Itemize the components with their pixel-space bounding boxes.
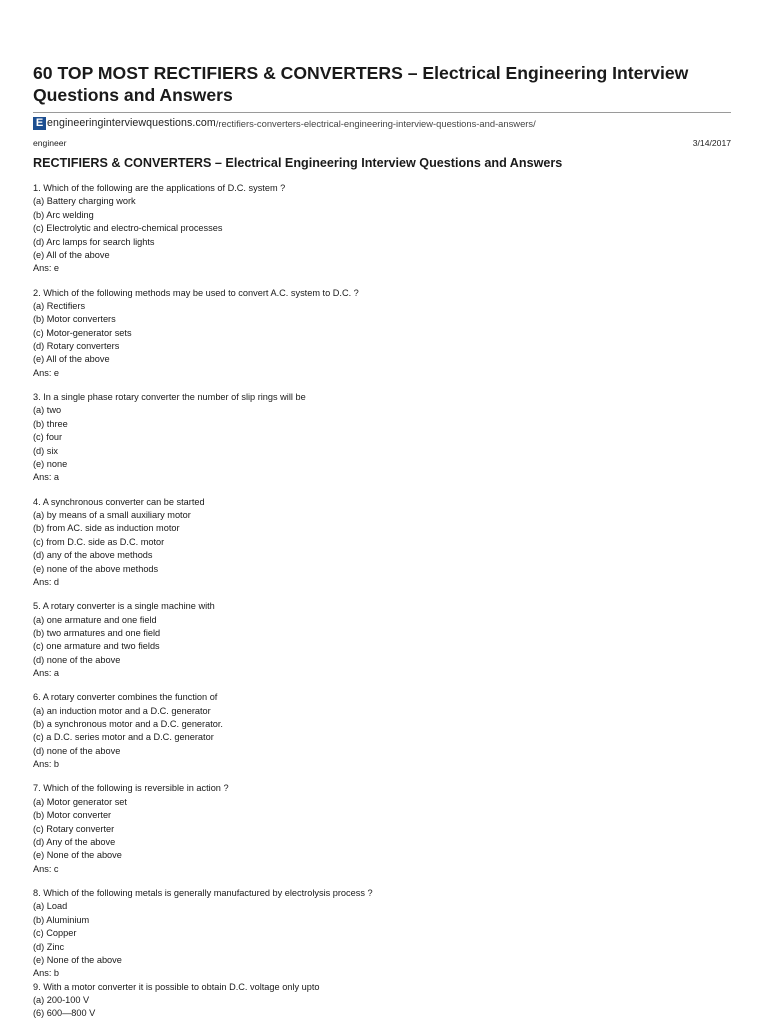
question-block xyxy=(33,782,733,876)
answer-option: (a) Battery charging work xyxy=(33,196,136,207)
answer-option: (e) none xyxy=(33,459,68,470)
question-text: 4. A synchronous converter can be started xyxy=(33,496,205,507)
answer-option: (b) Arc welding xyxy=(33,209,94,220)
answer-option: (b) a synchronous motor and a D.C. generator. xyxy=(33,719,223,730)
answer-option: (a) an induction motor and a D.C. generator xyxy=(33,705,211,716)
question-list xyxy=(33,182,733,1032)
source-path[interactable]: /rectifiers-converters-electrical-engineering-interview-questions-and-answers/ xyxy=(215,117,536,129)
answer-option: (e) None of the above xyxy=(33,850,122,861)
answer-option: (d) any of the above methods xyxy=(33,550,153,561)
title-divider xyxy=(33,112,731,113)
answer-option: (d) Arc lamps for search lights xyxy=(33,236,155,247)
author-label: engineer xyxy=(33,138,67,148)
answer-option: (c) Rotary converter xyxy=(33,823,115,834)
source-line xyxy=(33,116,536,130)
answer-option: (b) three xyxy=(33,418,68,429)
answer-option: (d) Rotary converters xyxy=(33,341,120,352)
question-block xyxy=(33,182,733,276)
source-domain[interactable]: engineeringinterviewquestions.com xyxy=(47,117,216,129)
answer-option: (c) from D.C. side as D.C. motor xyxy=(33,536,165,547)
question-block xyxy=(33,287,733,381)
answer-option: (e) none of the above methods xyxy=(33,563,159,574)
answer-option: (b) two armatures and one field xyxy=(33,627,161,638)
question-block xyxy=(33,981,733,1021)
answer-option: (b) Motor converters xyxy=(33,314,116,325)
answer-option: (c) Electrolytic and electro-chemical processes xyxy=(33,223,223,234)
question-text: 8. Which of the following metals is generally manufactured by electrolysis process ? xyxy=(33,887,373,898)
answer-option: (6) 600—800 V xyxy=(33,1008,96,1019)
answer-key: Ans: e xyxy=(33,367,60,378)
answer-option: (b) Motor converter xyxy=(33,810,112,821)
answer-option: (d) six xyxy=(33,445,59,456)
answer-option: (e) None of the above xyxy=(33,954,122,965)
answer-option: (a) by means of a small auxiliary motor xyxy=(33,509,191,520)
answer-option: (c) one armature and two fields xyxy=(33,641,160,652)
answer-option: (c) a D.C. series motor and a D.C. generator xyxy=(33,732,214,743)
answer-option: (a) one armature and one field xyxy=(33,614,157,625)
answer-key: Ans: b xyxy=(33,968,60,979)
answer-key: Ans: a xyxy=(33,472,60,483)
question-text: 9. With a motor converter it is possible to obtain D.C. voltage only upto xyxy=(33,981,320,992)
answer-option: (a) two xyxy=(33,405,62,416)
site-logo-icon: E xyxy=(33,117,46,130)
answer-key: Ans: a xyxy=(33,668,60,679)
answer-option: (b) Aluminium xyxy=(33,914,90,925)
question-text: 7. Which of the following is reversible in action ? xyxy=(33,783,229,794)
question-text: 2. Which of the following methods may be used to convert A.C. system to D.C. ? xyxy=(33,287,359,298)
answer-key: Ans: d xyxy=(33,576,60,587)
answer-option: (d) Zinc xyxy=(33,941,65,952)
answer-option: (a) Load xyxy=(33,901,68,912)
answer-option: (d) none of the above xyxy=(33,745,121,756)
answer-option: (a) Rectifiers xyxy=(33,300,86,311)
answer-option: (c) Copper xyxy=(33,928,77,939)
answer-option: (a) 200-100 V xyxy=(33,995,90,1006)
question-block xyxy=(33,391,733,485)
answer-key: Ans: c xyxy=(33,863,59,874)
question-block xyxy=(33,600,733,680)
question-block xyxy=(33,691,733,771)
answer-option: (b) from AC. side as induction motor xyxy=(33,523,180,534)
question-text: 5. A rotary converter is a single machine with xyxy=(33,601,215,612)
answer-option: (d) none of the above xyxy=(33,654,121,665)
answer-option: (c) four xyxy=(33,432,63,443)
answer-option: (e) All of the above xyxy=(33,354,110,365)
answer-key: Ans: b xyxy=(33,759,60,770)
answer-option: (a) Motor generator set xyxy=(33,796,127,807)
answer-option: (d) Any of the above xyxy=(33,836,116,847)
answer-option: (c) Motor-generator sets xyxy=(33,327,132,338)
page-title: 60 TOP MOST RECTIFIERS & CONVERTERS – Electrical Engineering Interview Questions and Answers xyxy=(33,63,689,105)
question-text: 3. In a single phase rotary converter the number of slip rings will be xyxy=(33,392,306,403)
answer-option: (e) All of the above xyxy=(33,249,110,260)
question-text: 1. Which of the following are the applications of D.C. system ? xyxy=(33,183,286,193)
answer-key: Ans: e xyxy=(33,263,60,274)
article-subtitle: RECTIFIERS & CONVERTERS – Electrical Engineering Interview Questions and Answers xyxy=(33,156,563,170)
question-text: 6. A rotary converter combines the function of xyxy=(33,692,218,703)
question-block xyxy=(33,887,733,981)
date-label: 3/14/2017 xyxy=(692,138,731,148)
question-block xyxy=(33,496,733,590)
